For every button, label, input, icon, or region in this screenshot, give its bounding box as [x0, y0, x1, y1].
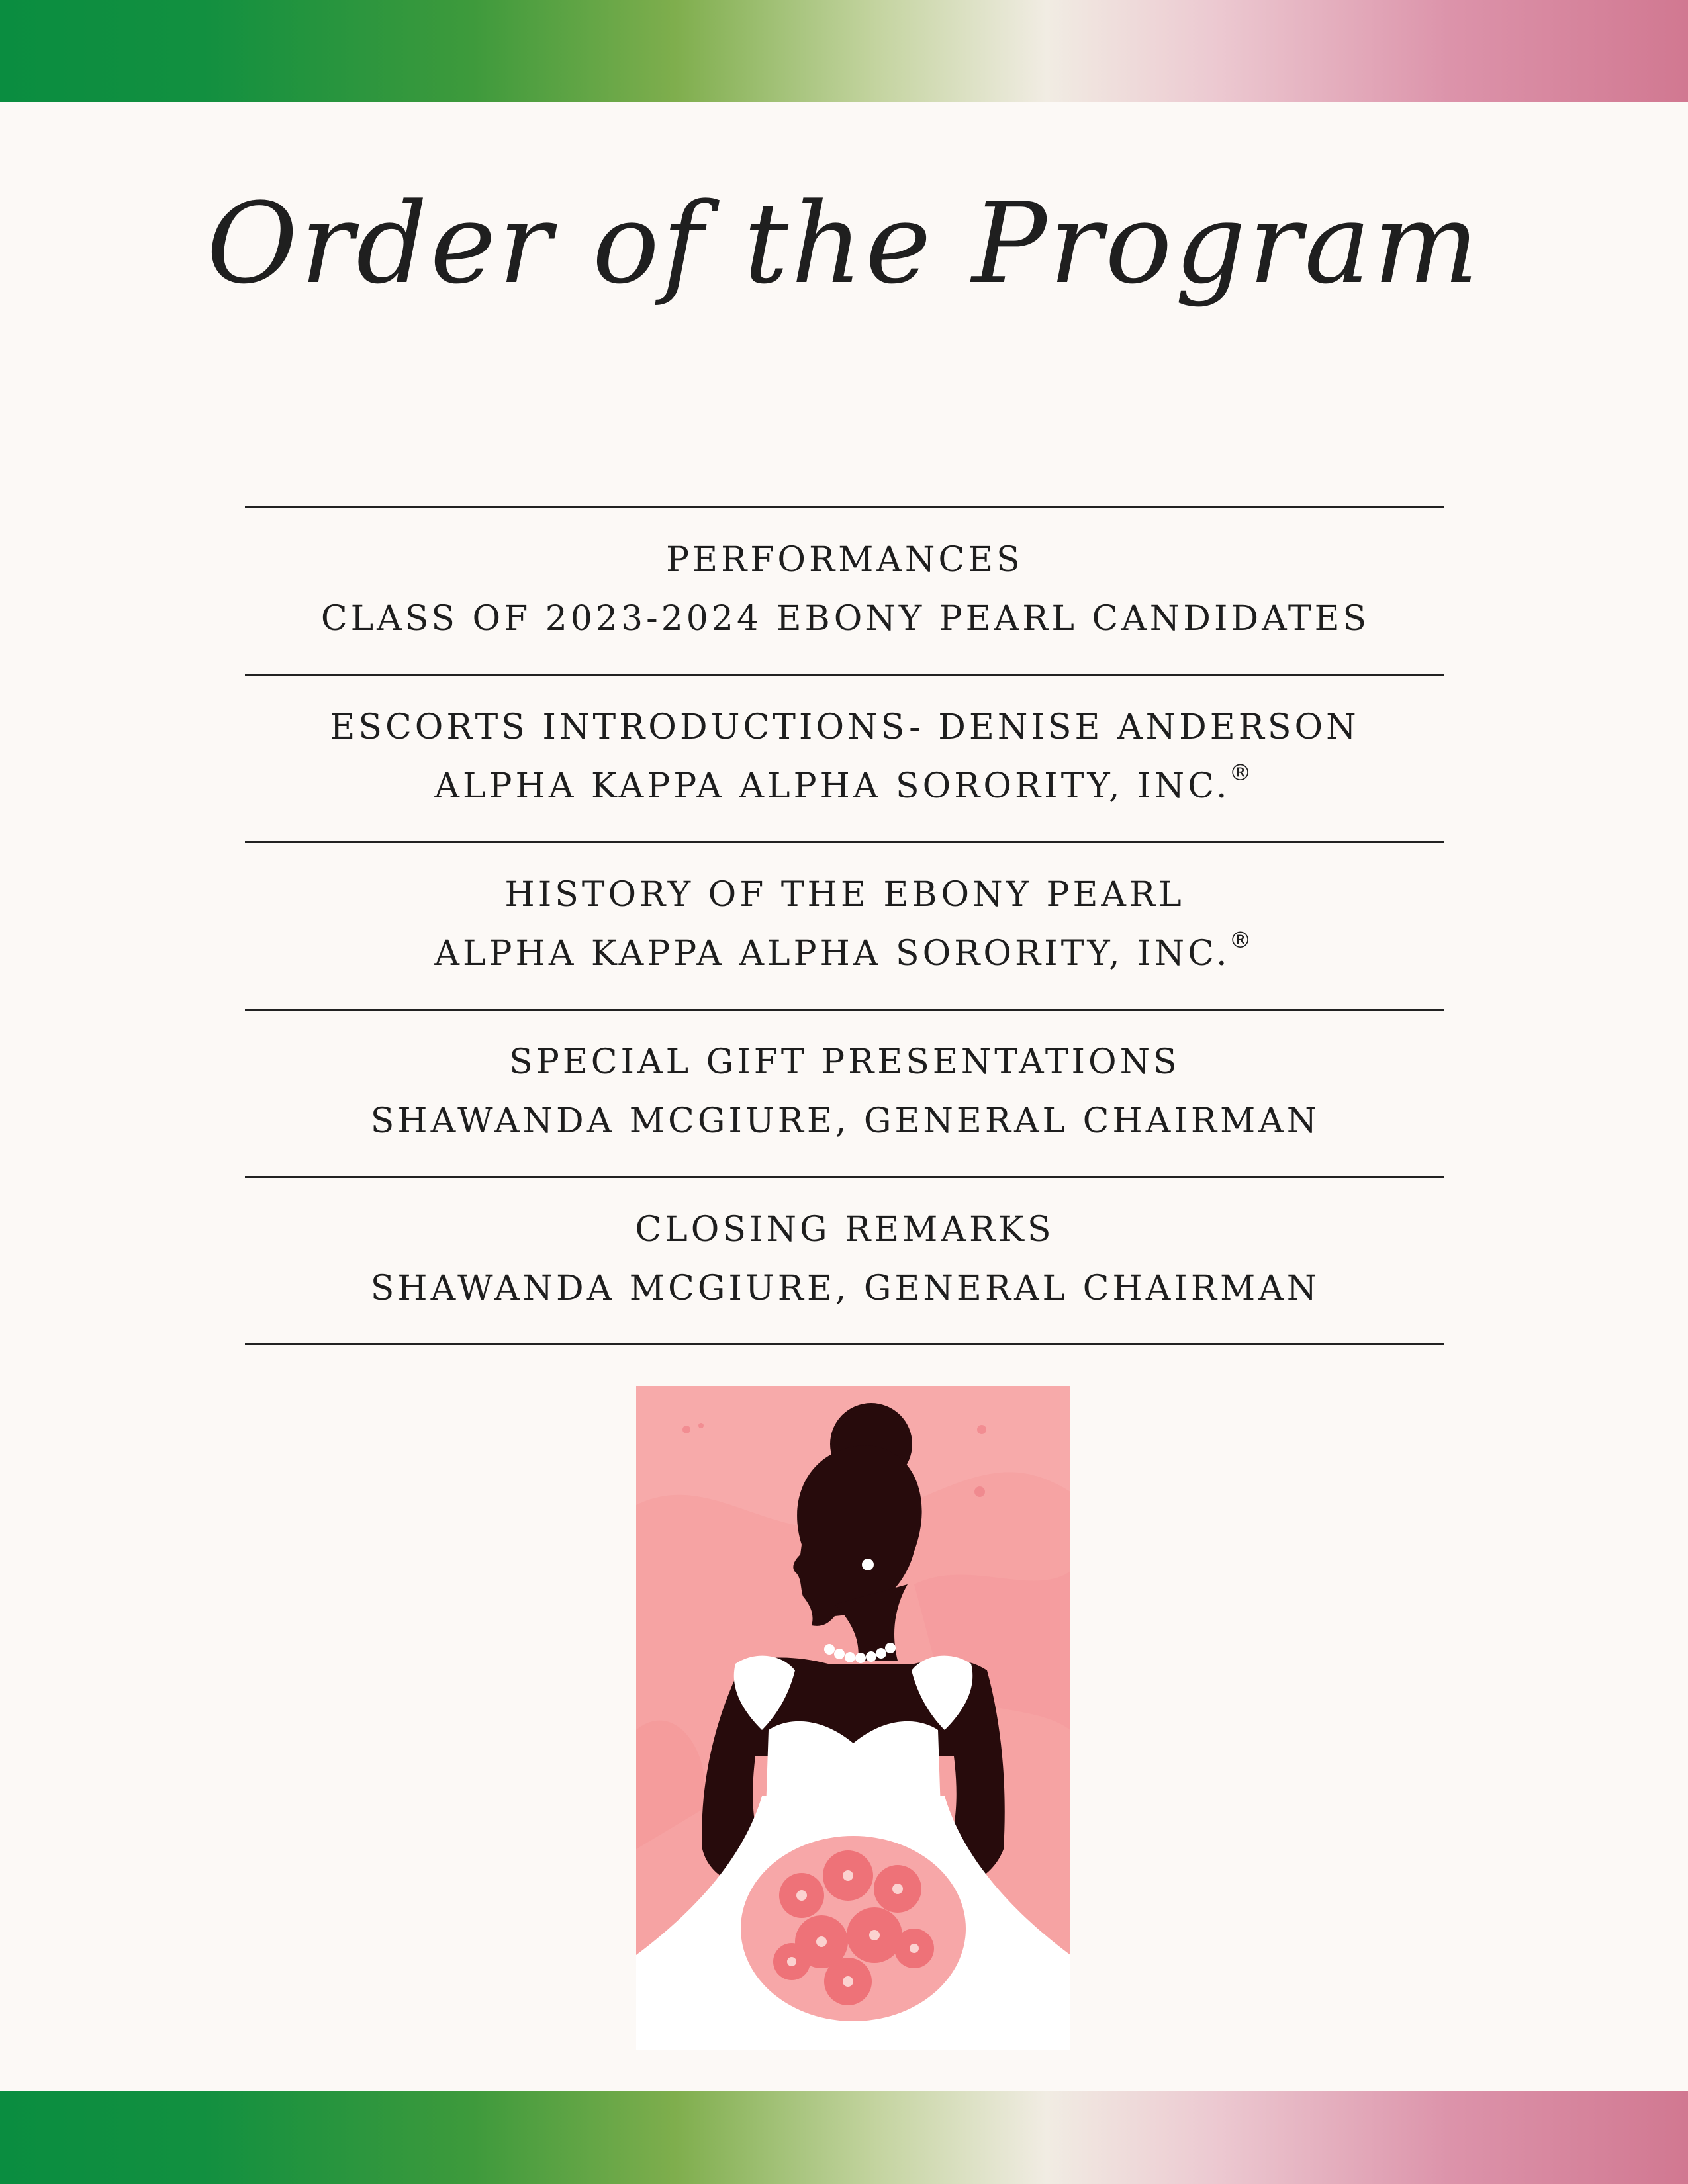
program-item-gifts — [245, 1011, 1444, 1176]
program-item-detail — [434, 929, 1254, 973]
program-item-heading: SPECIAL GIFT PRESENTATIONS — [509, 1042, 1180, 1082]
program-item-detail — [434, 761, 1254, 805]
program-item-detail-text: ALPHA KAPPA ALPHA SORORITY, INC. — [434, 934, 1231, 974]
program-item-detail-text: ALPHA KAPPA ALPHA SORORITY, INC. — [434, 766, 1231, 806]
program-item-history — [245, 843, 1444, 1009]
program-item-closing — [245, 1178, 1444, 1343]
program-item-heading: CLOSING REMARKS — [635, 1209, 1055, 1250]
program-item-detail-text: CLASS OF 2023-2024 EBONY PEARL CANDIDATES — [320, 599, 1370, 639]
program-item-heading: HISTORY OF THE EBONY PEARL — [504, 874, 1185, 915]
program-item-detail-text: SHAWANDA MCGIURE, GENERAL CHAIRMAN — [370, 1269, 1321, 1308]
program-item-escorts — [245, 676, 1444, 841]
program-item-detail — [371, 1096, 1319, 1140]
top-gradient-band — [0, 0, 1688, 102]
bottom-gradient-band — [0, 2091, 1688, 2184]
registered-mark: ® — [1229, 927, 1255, 954]
program-list — [245, 506, 1444, 1345]
program-item-detail — [321, 594, 1368, 638]
page-title: Order of the Program — [207, 179, 1481, 308]
registered-mark: ® — [1229, 760, 1255, 786]
bride-silhouette-illustration — [636, 1386, 1070, 2050]
program-item-performances — [245, 508, 1444, 674]
divider — [245, 1343, 1444, 1345]
program-item-detail-text: SHAWANDA MCGIURE, GENERAL CHAIRMAN — [370, 1101, 1321, 1141]
program-item-heading: ESCORTS INTRODUCTIONS- DENISE ANDERSON — [330, 707, 1360, 747]
program-item-detail — [371, 1263, 1319, 1308]
program-item-heading: PERFORMANCES — [666, 539, 1023, 580]
